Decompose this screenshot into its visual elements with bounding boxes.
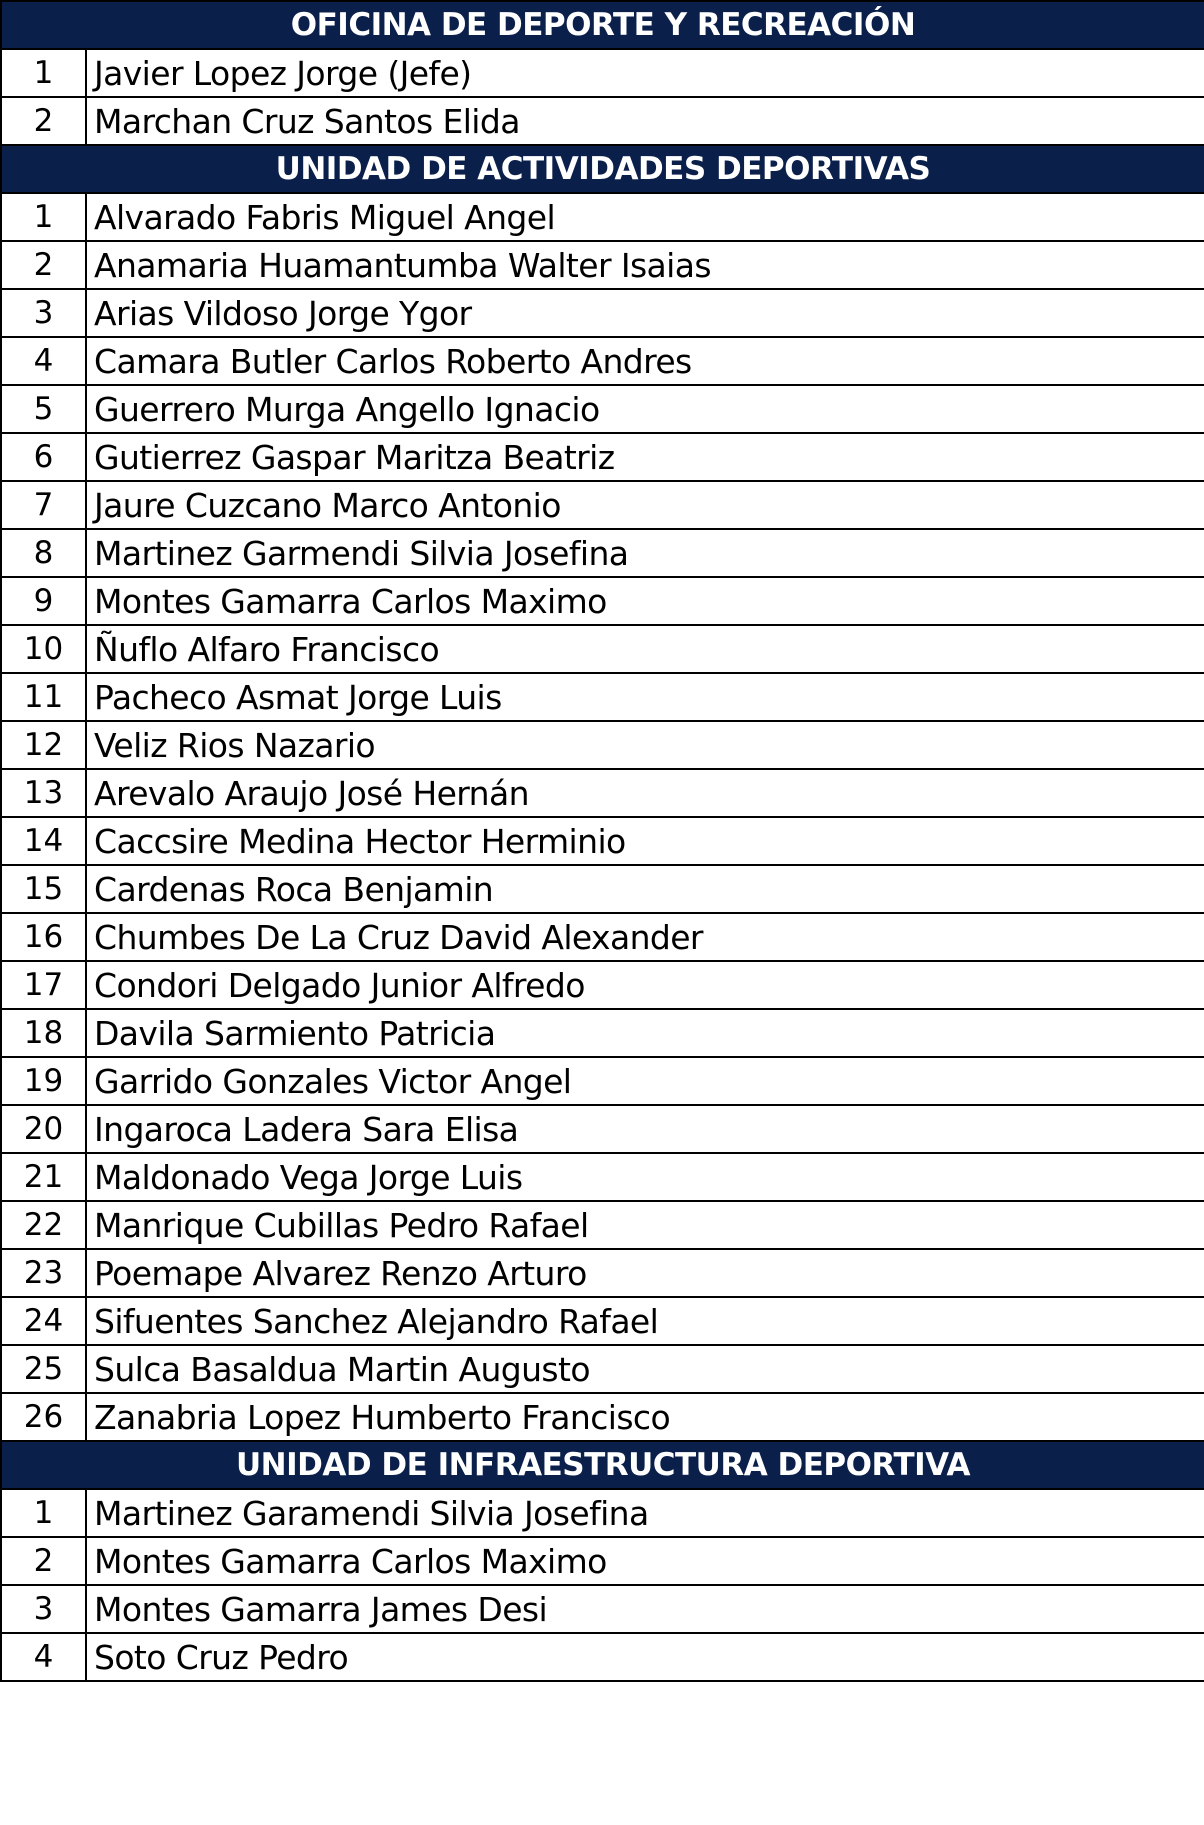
section-header-row xyxy=(1,1441,1204,1489)
table-row xyxy=(1,1249,1204,1297)
table-row xyxy=(1,193,1204,241)
staff-name: Anamaria Huamantumba Walter Isaias xyxy=(86,241,1204,289)
staff-name: Alvarado Fabris Miguel Angel xyxy=(86,193,1204,241)
table-row xyxy=(1,1057,1204,1105)
staff-name: Camara Butler Carlos Roberto Andres xyxy=(86,337,1204,385)
staff-name: Montes Gamarra Carlos Maximo xyxy=(86,577,1204,625)
table-row xyxy=(1,769,1204,817)
row-number: 15 xyxy=(1,865,86,913)
row-number: 8 xyxy=(1,529,86,577)
staff-name: Cardenas Roca Benjamin xyxy=(86,865,1204,913)
section-header-row xyxy=(1,145,1204,193)
row-number: 1 xyxy=(1,1489,86,1537)
row-number: 3 xyxy=(1,1585,86,1633)
row-number: 21 xyxy=(1,1153,86,1201)
table-row xyxy=(1,1345,1204,1393)
row-number: 4 xyxy=(1,1633,86,1681)
staff-name: Garrido Gonzales Victor Angel xyxy=(86,1057,1204,1105)
table-row xyxy=(1,1297,1204,1345)
staff-roster-body xyxy=(1,1,1204,1681)
staff-name: Poemape Alvarez Renzo Arturo xyxy=(86,1249,1204,1297)
staff-name: Sulca Basaldua Martin Augusto xyxy=(86,1345,1204,1393)
row-number: 10 xyxy=(1,625,86,673)
table-row xyxy=(1,1201,1204,1249)
row-number: 2 xyxy=(1,1537,86,1585)
table-row xyxy=(1,1633,1204,1681)
staff-name: Montes Gamarra Carlos Maximo xyxy=(86,1537,1204,1585)
section-title: UNIDAD DE INFRAESTRUCTURA DEPORTIVA xyxy=(1,1441,1204,1489)
row-number: 11 xyxy=(1,673,86,721)
row-number: 25 xyxy=(1,1345,86,1393)
table-row xyxy=(1,1393,1204,1441)
staff-name: Martinez Garmendi Silvia Josefina xyxy=(86,529,1204,577)
table-row xyxy=(1,673,1204,721)
table-row xyxy=(1,721,1204,769)
row-number: 26 xyxy=(1,1393,86,1441)
staff-name: Montes Gamarra James Desi xyxy=(86,1585,1204,1633)
row-number: 19 xyxy=(1,1057,86,1105)
table-row xyxy=(1,1585,1204,1633)
staff-name: Ñuflo Alfaro Francisco xyxy=(86,625,1204,673)
staff-name: Maldonado Vega Jorge Luis xyxy=(86,1153,1204,1201)
table-row xyxy=(1,865,1204,913)
row-number: 5 xyxy=(1,385,86,433)
section-title: UNIDAD DE ACTIVIDADES DEPORTIVAS xyxy=(1,145,1204,193)
row-number: 3 xyxy=(1,289,86,337)
row-number: 22 xyxy=(1,1201,86,1249)
table-row xyxy=(1,289,1204,337)
row-number: 9 xyxy=(1,577,86,625)
staff-name: Soto Cruz Pedro xyxy=(86,1633,1204,1681)
staff-name: Martinez Garamendi Silvia Josefina xyxy=(86,1489,1204,1537)
staff-name: Arias Vildoso Jorge Ygor xyxy=(86,289,1204,337)
row-number: 18 xyxy=(1,1009,86,1057)
table-row xyxy=(1,433,1204,481)
row-number: 17 xyxy=(1,961,86,1009)
table-row xyxy=(1,913,1204,961)
staff-name: Davila Sarmiento Patricia xyxy=(86,1009,1204,1057)
table-row xyxy=(1,97,1204,145)
staff-name: Veliz Rios Nazario xyxy=(86,721,1204,769)
table-row xyxy=(1,1009,1204,1057)
table-row xyxy=(1,961,1204,1009)
staff-name: Pacheco Asmat Jorge Luis xyxy=(86,673,1204,721)
staff-name: Chumbes De La Cruz David Alexander xyxy=(86,913,1204,961)
staff-name: Marchan Cruz Santos Elida xyxy=(86,97,1204,145)
row-number: 24 xyxy=(1,1297,86,1345)
row-number: 1 xyxy=(1,193,86,241)
staff-name: Manrique Cubillas Pedro Rafael xyxy=(86,1201,1204,1249)
row-number: 23 xyxy=(1,1249,86,1297)
row-number: 7 xyxy=(1,481,86,529)
row-number: 6 xyxy=(1,433,86,481)
table-row xyxy=(1,1537,1204,1585)
staff-name: Ingaroca Ladera Sara Elisa xyxy=(86,1105,1204,1153)
section-title: OFICINA DE DEPORTE Y RECREACIÓN xyxy=(1,1,1204,49)
row-number: 14 xyxy=(1,817,86,865)
table-row xyxy=(1,1489,1204,1537)
table-row xyxy=(1,385,1204,433)
row-number: 2 xyxy=(1,241,86,289)
staff-name: Jaure Cuzcano Marco Antonio xyxy=(86,481,1204,529)
row-number: 4 xyxy=(1,337,86,385)
table-row xyxy=(1,481,1204,529)
row-number: 1 xyxy=(1,49,86,97)
row-number: 20 xyxy=(1,1105,86,1153)
table-row xyxy=(1,337,1204,385)
table-row xyxy=(1,577,1204,625)
table-row xyxy=(1,241,1204,289)
table-row xyxy=(1,529,1204,577)
table-row xyxy=(1,49,1204,97)
staff-name: Javier Lopez Jorge (Jefe) xyxy=(86,49,1204,97)
staff-name: Zanabria Lopez Humberto Francisco xyxy=(86,1393,1204,1441)
table-row xyxy=(1,1105,1204,1153)
staff-name: Condori Delgado Junior Alfredo xyxy=(86,961,1204,1009)
table-row xyxy=(1,817,1204,865)
staff-name: Sifuentes Sanchez Alejandro Rafael xyxy=(86,1297,1204,1345)
staff-name: Guerrero Murga Angello Ignacio xyxy=(86,385,1204,433)
staff-name: Arevalo Araujo José Hernán xyxy=(86,769,1204,817)
table-row xyxy=(1,625,1204,673)
table-row xyxy=(1,1153,1204,1201)
row-number: 16 xyxy=(1,913,86,961)
row-number: 13 xyxy=(1,769,86,817)
row-number: 12 xyxy=(1,721,86,769)
staff-name: Gutierrez Gaspar Maritza Beatriz xyxy=(86,433,1204,481)
staff-name: Caccsire Medina Hector Herminio xyxy=(86,817,1204,865)
row-number: 2 xyxy=(1,97,86,145)
section-header-row xyxy=(1,1,1204,49)
